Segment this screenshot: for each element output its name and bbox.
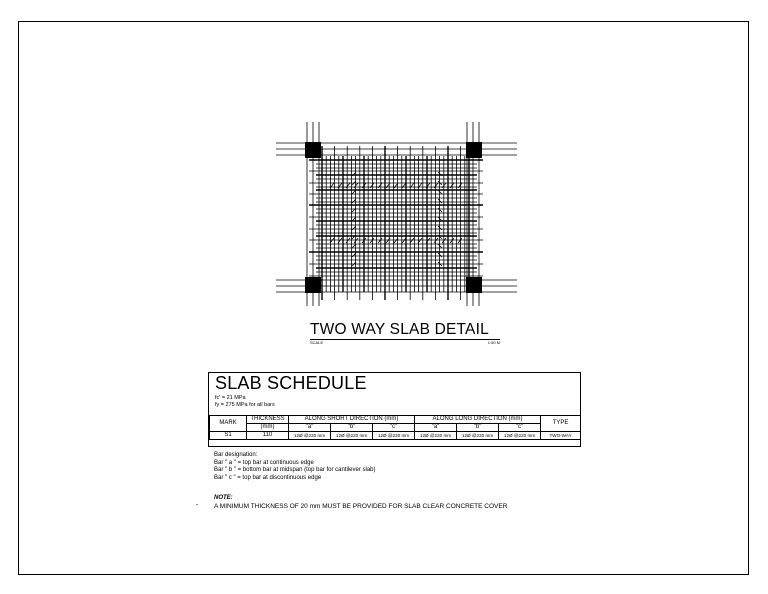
header-short-direction: ALONG SHORT DIRECTION (mm) [289, 416, 415, 424]
header-long-a: "a" [415, 424, 457, 432]
scale-row [310, 340, 500, 346]
material-notes [215, 395, 275, 409]
cell-mark: S1 [210, 432, 247, 440]
header-short-a: "a" [289, 424, 331, 432]
header-short-c: "c" [373, 424, 415, 432]
header-thickness: THICKNESS [247, 416, 289, 424]
fc-note: fc' = 21 MPa [215, 395, 246, 401]
bar-a-note: Bar " a " = top bar at continuous edge [214, 459, 314, 466]
detail-title: TWO WAY SLAB DETAIL [310, 321, 500, 340]
rebar-hook [434, 238, 438, 243]
column [466, 142, 482, 158]
cell-short-c: 12Ø @220 mm [373, 432, 415, 440]
header-mark: MARK [210, 416, 247, 432]
header-long-direction: ALONG LONG DIRECTION (mm) [415, 416, 541, 424]
column [466, 277, 482, 293]
rebar-hook [346, 238, 350, 243]
cell-short-a: 12Ø @220 mm [289, 432, 331, 440]
stray-mark [196, 504, 198, 505]
bar-designation-heading: Bar designation: [214, 452, 258, 458]
cell-thickness: 110 [247, 432, 289, 440]
cell-long-a: 12Ø @220 mm [415, 432, 457, 440]
note-heading: NOTE: [214, 495, 233, 501]
table-row [210, 432, 581, 440]
header-short-b: "b" [331, 424, 373, 432]
cell-long-c: 12Ø @220 mm [499, 432, 541, 440]
header-type: TYPE [541, 416, 581, 432]
column [305, 277, 321, 293]
bar-c-note: Bar " c " = top bar at discontinuous edge [214, 474, 322, 481]
detail-title-block [310, 321, 500, 346]
header-thickness-unit: (mm) [247, 424, 289, 432]
fy-note: fy = 275 MPa for all bars [215, 402, 275, 408]
cell-long-b: 12Ø @220 mm [457, 432, 499, 440]
schedule-title: SLAB SCHEDULE [215, 373, 367, 393]
header-row-1 [210, 416, 581, 424]
rebar-hook [458, 238, 462, 243]
header-row-2 [210, 424, 581, 432]
column [305, 142, 321, 158]
cell-type: TWO-WAY [541, 432, 581, 440]
note-text: A MINIMUM THICKNESS OF 20 mm MUST BE PROVIDED FOR SLAB CLEAR CONCRETE COVER [214, 503, 508, 510]
bar-designation-notes [214, 452, 376, 482]
scale-label: SCALE [310, 340, 324, 345]
header-long-b: "b" [457, 424, 499, 432]
scale-value: 1:50 M [487, 340, 500, 345]
rebar-hook [378, 238, 382, 243]
header-long-c: "c" [499, 424, 541, 432]
bar-b-note: Bar " b " = bottom bar at midspan (top bar for cantilever slab) [214, 467, 376, 473]
schedule-table [209, 415, 581, 440]
cell-short-b: 12Ø @220 mm [331, 432, 373, 440]
rebar-grid [309, 146, 483, 300]
slab-schedule [208, 372, 581, 447]
